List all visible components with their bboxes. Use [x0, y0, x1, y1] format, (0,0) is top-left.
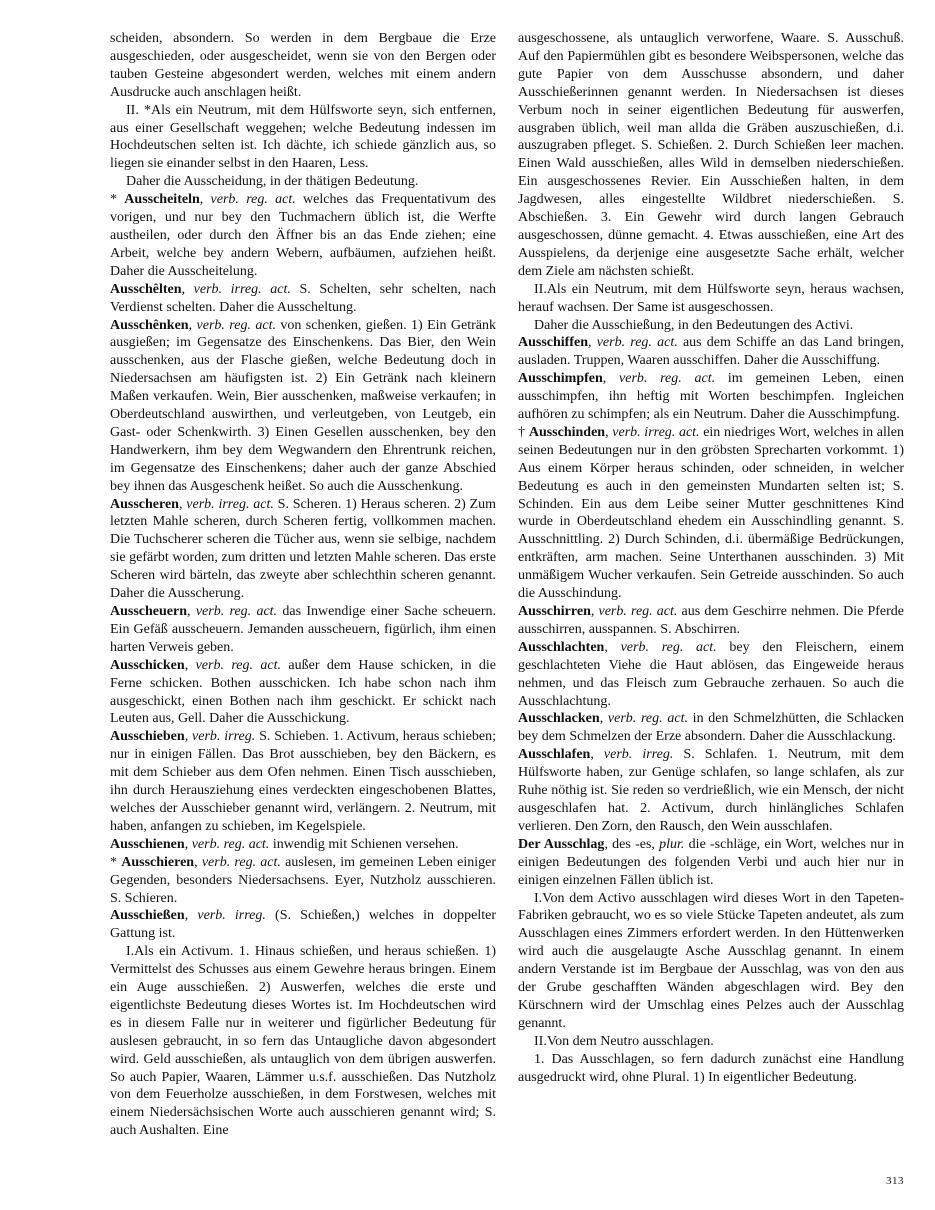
dictionary-entry: Ausscheuern, verb. reg. act. das Inwendige einer Sache scheuern. Ein Gefäß ausscheuern. Jemanden ausscheuern, figürlich, ihm einen harten Verweis geben. — [110, 604, 496, 655]
entry-text: I.Als ein Activum. 1. Hinaus schießen, und heraus schießen. 1) Vermittelst des Schusses aus einem Gewehre heraus bringen. Einem ein Auge ausschießen. 2) Auswerfen, welches die erste und eigentlichste Bedeutung dieses Wortes ist. Im Hochdeutschen wird es in diesem Falle nur in weiterer und figürlicher Bedeutung für auslesen gebraucht, in so fern das Untaugliche davon abgesondert wird. Geld ausschießen, als untauglich von dem übrigen auswerfen. So auch Papier, Waaren, Lämmer u.s.f. ausschießen. Das Nutzholz von dem Feuerholze ausschießen, in dem Forstwesen, welches mit einem Niedersächsischen Worte auch ausschieren genannt wird; S. auch Aushalten. Eine — [110, 944, 496, 1139]
entry-text: II. *Als ein Neutrum, mit dem Hülfsworte seyn, sich entfernen, aus einer Gesellschaft weggehen; welche Bedeutung indessen im Hochdeutschen selten ist. Ich dächte, ich schiede gänzlich aus, so liegen sie einander selbst in den Haaren, Less. — [110, 102, 496, 172]
dictionary-entry: Ausschirren, verb. reg. act. aus dem Geschirre nehmen. Die Pferde ausschirren, ausspannen. S. Abschirren. — [518, 604, 904, 637]
entry-text: in den Schmelzhütten, die Schlacken bey dem Schmelzen der Erze absondern. Daher die Ausschlackung. — [518, 711, 904, 745]
entry-headword: Ausschießen — [110, 908, 185, 924]
dictionary-entry: Ausschiffen, verb. reg. act. aus dem Schiffe an das Land bringen, ausladen. Truppen, Waaren ausschiffen. Daher die Ausschiffung. — [518, 335, 904, 369]
dictionary-entry: Ausschlacken, verb. reg. act. in den Schmelzhütten, die Schlacken bey dem Schmelzen der Erze absondern. Daher die Ausschlackung. — [518, 711, 904, 745]
entry-marker: † — [518, 424, 529, 440]
entry-text: S. Schieben. 1. Activum, heraus schieben; nur in einigen Fällen. Das Brot ausschieben, bey den Bäckern, es mit dem Schieber aus dem Ofen nehmen. Einen Tisch ausschieben, ihn durch Herausziehung eines verdeckten eingeschobenen Blattes, welches der Ausschieber genannt wird, verlängern. 2. Neutrum, mit haben, anfangen zu schieben, im Kegelspiele. — [110, 729, 497, 834]
entry-text: 1. Das Ausschlagen, so fern dadurch zunächst eine Handlung ausgedruckt wird, ohne Plural. 1) In eigentlicher Bedeutung. — [518, 1051, 904, 1085]
grammar-note: verb. reg. act. — [620, 639, 717, 655]
grammar-note: verb. reg. act. — [210, 192, 296, 208]
grammar-note: verb. reg. act. — [196, 317, 276, 333]
dictionary-entry: Ausschlachten, verb. reg. act. bey den Fleischern, einem geschlachteten Viehe die Haut ablösen, das Eingeweide heraus nehmen, und das Fleisch zum Gebrauche zerhauen. So auch die Ausschlachtung. — [518, 639, 905, 709]
dictionary-entry: † Ausschinden, verb. irreg. act. ein niedriges Wort, welches in allen seinen Bedeutungen nur in den gröbsten Sprecharten vorkommt. 1) Aus einem Körper heraus schinden, oder schneiden, in welcher Bedeutung es auch in den gemeinsten Mundarten selten ist; S. Schinden. Ein aus dem Leibe seiner Mutter geschnittenes Kind wurde in Oberdeutschland ehedem ein Ausschindling genannt. S. Ausschnittling. 2) Durch Schinden, d.i. übermäßige Bedrückungen, entkräften, arm machen. Seine Unterthanen ausschinden. 3) Mit unmäßigem Wucher verkaufen. Sein Getreide ausschinden. So auch die Ausschindung. — [518, 424, 905, 602]
entry-text: ein niedriges Wort, welches in allen seinen Bedeutungen nur in den gröbsten Sprecharten vorkommt. 1) Aus einem Körper heraus schinden, oder schneiden, in welcher Bedeutung es auch in den gemeinsten Mundarten selten ist; S. Schinden. Ein aus dem Leibe seiner Mutter geschnittenes Kind wurde in Oberdeutschland ehedem ein Ausschindling genannt. S. Ausschnittling. 2) Durch Schinden, d.i. übermäßige Bedrückungen, entkräften, arm machen. Seine Unterthanen ausschinden. 3) Mit unmäßigem Wucher verkaufen. Sein Getreide ausschinden. So auch die Ausschindung. — [518, 424, 905, 602]
entry-text: (S. Schießen,) welches in doppelter Gattung ist. — [110, 908, 497, 942]
entry-headword: Ausschinden — [528, 424, 606, 440]
grammar-note: verb. reg. act. — [607, 711, 688, 727]
grammar-note: verb. irreg. act. — [193, 281, 291, 297]
entry-text: aus dem Schiffe an das Land bringen, ausladen. Truppen, Waaren ausschiffen. Daher die Ausschiffung. — [518, 335, 904, 369]
page-number: 313 — [886, 1175, 904, 1187]
entry-marker: * — [110, 854, 122, 870]
dictionary-entry: Ausschimpfen, verb. reg. act. im gemeinen Leben, einen ausschimpfen, ihn heftig mit Worten beschimpfen. Ingleichen aufhören zu schimpfen; als ein Neutrum. Daher die Ausschimpfung. — [518, 371, 905, 423]
entry-headword: Ausschimpfen — [518, 371, 603, 387]
entry-text: inwendig mit Schienen versehen. — [269, 836, 459, 852]
entry-headword: Ausschlacken — [518, 711, 600, 727]
entry-paragraph — [518, 317, 904, 335]
entry-text: außer dem Hause schicken, in die Ferne schicken. Bothen ausschicken. Ich habe schon nach ihm ausgeschickt, einen Bothen nach ihm geschickt. Er schickt nach Leuten aus, Gell. Daher die Ausschickung. — [110, 657, 497, 727]
grammar-note: verb. reg. act. — [195, 657, 282, 673]
grammar-note: verb. irreg. — [197, 908, 266, 924]
entry-headword: Ausschlachten — [518, 639, 605, 655]
entry-headword: Ausschirren — [518, 604, 591, 619]
entry-text: bey den Fleischern, einem geschlachteten Viehe die Haut ablösen, das Eingeweide heraus nehmen, und das Fleisch zum Gebrauche zerhauen. So auch die Ausschlachtung. — [518, 639, 905, 709]
dictionary-entry: Ausschêlten, verb. irreg. act. S. Schelten, sehr schelten, nach Verdienst schelten. Daher die Ausscheltung. — [110, 281, 496, 315]
dictionary-entry: Ausschlafen, verb. irreg. S. Schlafen. 1. Neutrum, mit dem Hülfsworte haben, zur Genüge schlafen, so lange schlafen, als zur Ruhe nöthig ist. Sie reden so verdrießlich, wie ein Mensch, der nicht ausgeschlafen hat. 2. Activum, durch hinlängliches Schlafen verlieren. Den Zorn, den Rausch, den Wein ausschlafen. — [518, 747, 904, 834]
entry-text: scheiden, absondern. So werden in dem Bergbaue die Erze ausgeschieden, oder ausgescheidet, wenn sie von den Bergen oder tauben Gesteine abgesondert werden, welches mit einem andern Ausdrucke auch anschlagen heißt. — [110, 31, 496, 100]
grammar-note: verb. reg. act. — [598, 604, 678, 619]
entry-headword: Ausscheren — [110, 496, 179, 512]
entry-headword: Ausschieben — [110, 729, 185, 745]
entry-paragraph — [110, 30, 496, 102]
entry-paragraph — [518, 281, 904, 317]
entry-headword: Ausschlafen — [518, 747, 591, 763]
entry-marker: * — [110, 192, 125, 208]
entry-text: Daher die Ausscheidung, in der thätigen Bedeutung. — [126, 174, 419, 190]
grammar-note: verb. reg. act. — [596, 335, 678, 351]
dictionary-entry: * Ausscheiteln, verb. reg. act. welches das Frequentativum des vorigen, und nur bey den Tuchmachern üblich ist, die Werfte austheilen, oder durch den Äffner bis an das Ende ziehen; eine Arbeit, welche bey andern Webern, aufbäumen, aufziehen heißt. Daher die Ausscheitelung. — [110, 192, 497, 279]
entry-headword: Ausscheiteln — [124, 192, 200, 208]
grammar-note: verb. irreg. act. — [186, 496, 274, 512]
entry-headword: Der Ausschlag — [518, 836, 605, 852]
entry-headword: Ausschienen — [110, 836, 185, 852]
entry-text: das Inwendige einer Sache scheuern. Ein Gefäß ausscheuern. Jemanden ausscheuern, figürlich, ihm einen harten Verweis geben. — [110, 604, 496, 655]
grammar-note: verb. irreg. — [603, 747, 674, 763]
entry-text: die -schläge, ein Wort, welches nur in einigen Bedeutungen des folgenden Verbi und auch hier nur in einigen einzelnen Fällen üblich ist. — [518, 836, 904, 888]
entry-headword: Ausschêlten — [110, 281, 182, 297]
entry-paragraph — [518, 890, 904, 1033]
grammar-note: verb. reg. act. — [191, 836, 270, 852]
entry-text: auslesen, im gemeinen Leben einiger Gegenden, besonders Niedersachsens. Eyer, Nutzholz ausschieren. S. Schieren. — [110, 854, 497, 906]
entry-text: II.Als ein Neutrum, mit dem Hülfsworte seyn, heraus wachsen, herauf wachsen. Der Same ist ausgeschossen. — [518, 281, 904, 315]
grammar-note: verb. irreg. — [192, 729, 256, 745]
entry-paragraph — [518, 30, 904, 281]
dictionary-entry: Ausschieben, verb. irreg. S. Schieben. 1. Activum, heraus schieben; nur in einigen Fällen. Das Brot ausschieben, bey den Bäckern, es mit dem Schieber aus dem Ofen nehmen. Einen Tisch ausschieben, ihn durch Herausziehung eines verdeckten eingeschobenen Blattes, welches der Ausschieber genannt wird, verlängern. 2. Neutrum, mit haben, anfangen zu schieben, im Kegelspiele. — [110, 729, 497, 834]
entry-text: ausgeschossene, als untauglich verworfene, Waare. S. Ausschuß. Auf den Papiermühlen gibt es besondere Weibspersonen, welche das gute Papier von dem Ausschusse absondern, und daher Ausschießerinnen genannt werden. In Niedersachsen ist dieses Verbum noch in seiner eigentlichen Bedeutung für auswerfen, ausgraben üblich, weil man allda die Gräben auszuschießen, d.i. auszugraben pfleget. S. Schießen. 2. Durch Schießen leer machen. Einen Wald ausschießen, alles Wild in demselben niederschießen. Ein ausgeschossenes Revier. Ein Ausschießen halten, in dem Jagdwesen, alles eingestellte Wildbret niederschießen. S. Abschießen. 3. Ein Gewehr wird durch langen Gebrauch ausgeschossen, dünne gemacht. 4. Etwas ausschießen, eine Art des Ausspielens, da derjenige eine ausgesetzte Sache erhält, welcher dem Ziele am nächsten schießt. — [518, 31, 904, 279]
entry-text: welches das Frequentativum des vorigen, und nur bey den Tuchmachern üblich ist, die Werfte austheilen, oder durch den Äffner bis an das Ende ziehen; eine Arbeit, welche bey andern Webern, aufbäumen, aufziehen heißt. Daher die Ausscheitelung. — [110, 192, 497, 279]
entry-headword: Ausschênken — [110, 317, 189, 333]
grammar-note: plur. — [659, 836, 685, 852]
grammar-prefix: , des -es, — [604, 836, 660, 852]
entry-headword: Ausschicken — [110, 657, 185, 673]
grammar-note: verb. irreg. act. — [612, 424, 700, 440]
dictionary-entry: Ausschicken, verb. reg. act. außer dem Hause schicken, in die Ferne schicken. Bothen ausschicken. Ich habe schon nach ihm ausgeschickt, einen Bothen nach ihm geschickt. Er schickt nach Leuten aus, Gell. Daher die Ausschickung. — [110, 657, 497, 727]
dictionary-entry: Ausschênken, verb. reg. act. von schenken, gießen. 1) Ein Getränk ausgießen; im Gegensatze des Einschenkens. Das Bier, den Wein ausschenken, aus der Flasche gießen, welche Bedeutung doch in Niedersachsen am häufigsten ist. 2) Ein Getränk nach kleinern Maßen verkaufen. Wein, Bier ausschenken, maßweise verkaufen; in Oberdeutschland auswirthen, und verleutgeben, von Leutgeb, ein Gast- oder Schenkwirth. 3) Einen Gesellen ausschenken, bey den Handwerkern, ihm bey dem Wegwandern den Ehrentrunk reichen, im Gegensatze des Einschenkens; daher auch der ganze Abschied bey ihnen das Ausgeschenk heißet. So auch die Ausschenkung. — [110, 317, 497, 494]
entry-text: II.Von dem Neutro ausschlagen. — [534, 1033, 714, 1049]
entry-text: S. Schelten, sehr schelten, nach Verdienst schelten. Daher die Ausscheltung. — [110, 281, 496, 315]
entry-text: von schenken, gießen. 1) Ein Getränk ausgießen; im Gegensatze des Einschenkens. Das Bier, den Wein ausschenken, aus der Flasche gießen, welche Bedeutung doch in Niedersachsen am häufigsten ist. 2) Ein Getränk nach kleinern Maßen verkaufen. Wein, Bier ausschenken, maßweise verkaufen; in Oberdeutschland auswirthen, und verleutgeben, von Leutgeb, ein Gast- oder Schenkwirth. 3) Einen Gesellen ausschenken, bey den Handwerkern, ihm bey dem Wegwandern den Ehrentrunk reichen, im Gegensatze des Einschenkens; daher auch der ganze Abschied bey ihnen das Ausgeschenk heißet. So auch die Ausschenkung. — [110, 317, 497, 494]
grammar-note: verb. reg. act. — [195, 604, 278, 619]
dictionary-entry: * Ausschieren, verb. reg. act. auslesen, im gemeinen Leben einiger Gegenden, besonders Niedersachsens. Eyer, Nutzholz ausschieren. S. Schieren. — [110, 854, 497, 906]
entry-text: aus dem Geschirre nehmen. Die Pferde ausschirren, ausspannen. S. Abschirren. — [518, 604, 904, 637]
entry-text: Daher die Ausschießung, in den Bedeutungen des Activi. — [534, 317, 854, 333]
right-column — [518, 30, 904, 1086]
entry-headword: Ausschieren — [121, 854, 195, 870]
dictionary-entry: Ausschießen, verb. irreg. (S. Schießen,) welches in doppelter Gattung ist. — [110, 908, 497, 942]
entry-text: I.Von dem Activo ausschlagen wird dieses Wort in den Tapeten-Fabriken gebraucht, wo es so viele Stücke Tapeten andeutet, als zum Ausschlagen eines Zimmers erfordert werden. In den Hüttenwerken wird auch die ausgelaugte Asche Ausschlag genannt. In einem andern Verstande ist im Bergbaue der Ausschlag, was von den aus der Grube geschafften Wänden abgeschlagen wird. Bey den Kürschnern wird der Umschlag eines Pelzes auch der Ausschlag genannt. — [518, 890, 904, 1031]
dictionary-entry — [518, 836, 904, 890]
entry-headword: Ausschiffen — [518, 335, 589, 351]
entry-headword: Ausscheuern — [110, 604, 188, 619]
entry-text: S. Scheren. 1) Heraus scheren. 2) Zum letzten Mahle scheren, durch Scheren fertig, vollkommen machen. Die Tuchscherer scheren die Tücher aus, wenn sie selbige, nachdem sie gefärbt worden, zum dritten und letzten Mahle scheren. Das erste Scheren wird bärteln, das zweyte aber schlechthin scheren genannt. Daher die Ausscherung. — [110, 496, 497, 602]
entry-paragraph — [110, 102, 496, 174]
entry-text: S. Schlafen. 1. Neutrum, mit dem Hülfsworte haben, zur Genüge schlafen, so lange schlafen, als zur Ruhe nöthig ist. Sie reden so verdrießlich, wie ein Mensch, der nicht ausgeschlafen hat. 2. Activum, durch hinlängliches Schlafen verlieren. Den Zorn, den Rausch, den Wein ausschlafen. — [518, 747, 904, 834]
grammar-note: verb. reg. act. — [201, 854, 281, 870]
entry-paragraph — [110, 943, 496, 1140]
grammar-note: verb. reg. act. — [619, 371, 716, 387]
entry-paragraph — [518, 1033, 904, 1051]
entry-text: im gemeinen Leben, einen ausschimpfen, ihn heftig mit Worten beschimpfen. Ingleichen aufhören zu schimpfen; als ein Neutrum. Daher die Ausschimpfung. — [518, 371, 905, 423]
entry-paragraph — [518, 1051, 904, 1087]
left-column — [110, 30, 496, 1140]
dictionary-entry: Ausscheren, verb. irreg. act. S. Scheren. 1) Heraus scheren. 2) Zum letzten Mahle scheren, durch Scheren fertig, vollkommen machen. Die Tuchscherer scheren die Tücher aus, wenn sie selbige, nachdem sie gefärbt worden, zum dritten und letzten Mahle scheren. Das erste Scheren wird bärteln, das zweyte aber schlechthin scheren genannt. Daher die Ausscherung. — [110, 496, 497, 602]
dictionary-entry: Ausschienen, verb. reg. act. inwendig mit Schienen versehen. — [110, 836, 459, 852]
entry-paragraph — [110, 173, 496, 191]
